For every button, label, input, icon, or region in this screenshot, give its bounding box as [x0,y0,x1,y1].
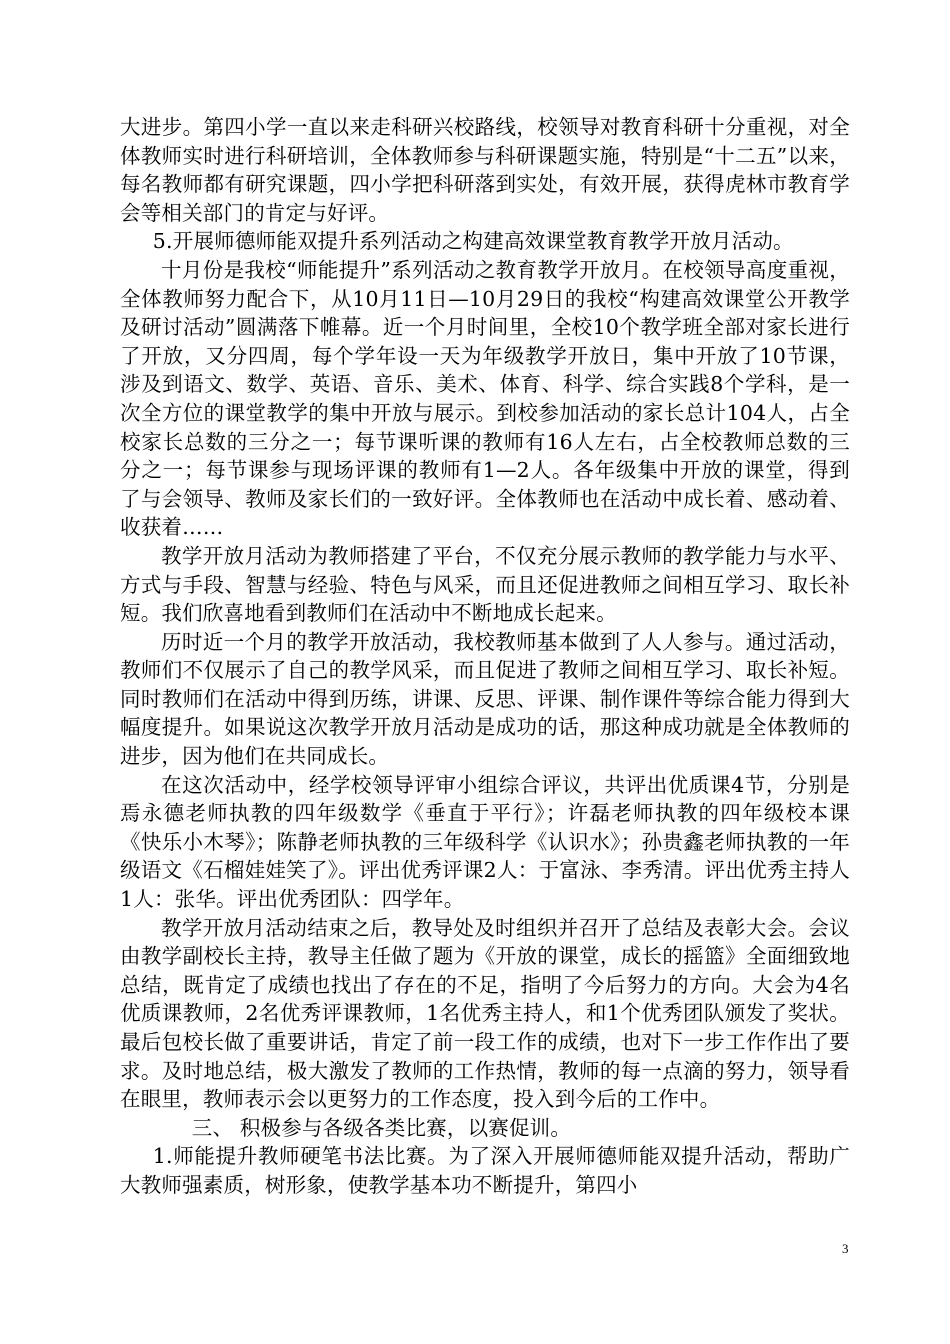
paragraph-item-5-heading: 5.开展师德师能双提升系列活动之构建高效课堂教育教学开放月活动。 [152,229,794,254]
section-heading-three: 三、 积极参与各级各类比赛，以赛促训。 [191,1115,572,1140]
paragraph-summary-meeting: 教学开放月活动结束之后，教导处及时组织并召开了总结及表彰大会。会议由教学副校长主持，教导主任做了题为《开放的课堂，成长的摇篮》全面细致地总结，既肯定了成绩也找出了存在的不足，指明了今后努力的方向。大会为4名优质课教师，2名优秀评课教师，1名优秀主持人，和1个优秀团队颁发了奖状。最后包校长做了重要讲话，肯定了前一段工作的成绩，也对下一步工作作出了要求。及时地总结，极大激发了教师的工作热情，教师的每一点滴的努力，领导看在眼里，教师表示会以更努力的工作态度，投入到今后的工作中。 [120,915,850,1112]
paragraph-research-continuation: 大进步。第四小学一直以来走科研兴校路线，校领导对教育科研十分重视，对全体教师实时进行科研培训，全体教师参与科研课题实施，特别是“十二五”以来，每名教师都有研究课题，四小学把科研落到实处，有效开展，获得虎林市教育学会等相关部门的肯定与好评。 [120,115,850,225]
paragraph-open-month-platform: 教学开放月活动为教师搭建了平台，不仅充分展示教师的教学能力与水平、方式与手段、智慧与经验、特色与风采，而且还促进教师之间相互学习、取长补短。我们欣喜地看到教师们在活动中不断地成长起来。 [120,543,850,626]
page-number: 3 [842,1241,849,1256]
paragraph-open-month-overview: 十月份是我校“师能提升”系列活动之教育教学开放月。在校领导高度重视，全体教师努力配合下，从10月11日—10月29日的我校“构建高效课堂公开教学及研讨活动”圆满落下帷幕。近一个月时间里，全校10个教学班全部对家长进行了开放，又分四周，每个学年设一天为年级教学开放日，集中开放了10节课，涉及到语文、数学、英语、音乐、美术、体育、科学、综合实践8个学科，是一次全方位的课堂教学的集中开放与展示。到校参加活动的家长总计104人，占全校家长总数的三分之一；每节课听课的教师有16人左右，占全校教师总数的三分之一；每节课参与现场评课的教师有1—2人。各年级集中开放的课堂，得到了与会领导、教师及家长们的一致好评。全体教师也在活动中成长着、感动着、收获着…… [120,257,850,540]
paragraph-open-month-participation: 历时近一个月的教学开放活动，我校教师基本做到了人人参与。通过活动，教师们不仅展示了自己的教学风采，而且促进了教师之间相互学习、取长补短。同时教师们在活动中得到历练，讲课、反思、评课、制作课件等综合能力得到大幅度提升。如果说这次教学开放月活动是成功的话，那这种成功就是全体教师的进步，因为他们在共同成长。 [120,629,850,769]
paragraph-award-results: 在这次活动中，经学校领导评审小组综合评议，共评出优质课4节，分别是焉永德老师执教的四年级数学《垂直于平行》；许磊老师执教的四年级校本课《快乐小木琴》；陈静老师执教的三年级科学《认识水》；孙贵鑫老师执教的一年级语文《石榴娃娃笑了》。评出优秀评课2人：于富泳、李秀清。评出优秀主持人1人：张华。评出优秀团队：四学年。 [120,772,850,912]
paragraph-calligraphy-contest: 1.师能提升教师硬笔书法比赛。为了深入开展师德师能双提升活动，帮助广大教师强素质，树形象，使教学基本功不断提升，第四小 [120,1144,850,1197]
document-body [120,113,850,1200]
